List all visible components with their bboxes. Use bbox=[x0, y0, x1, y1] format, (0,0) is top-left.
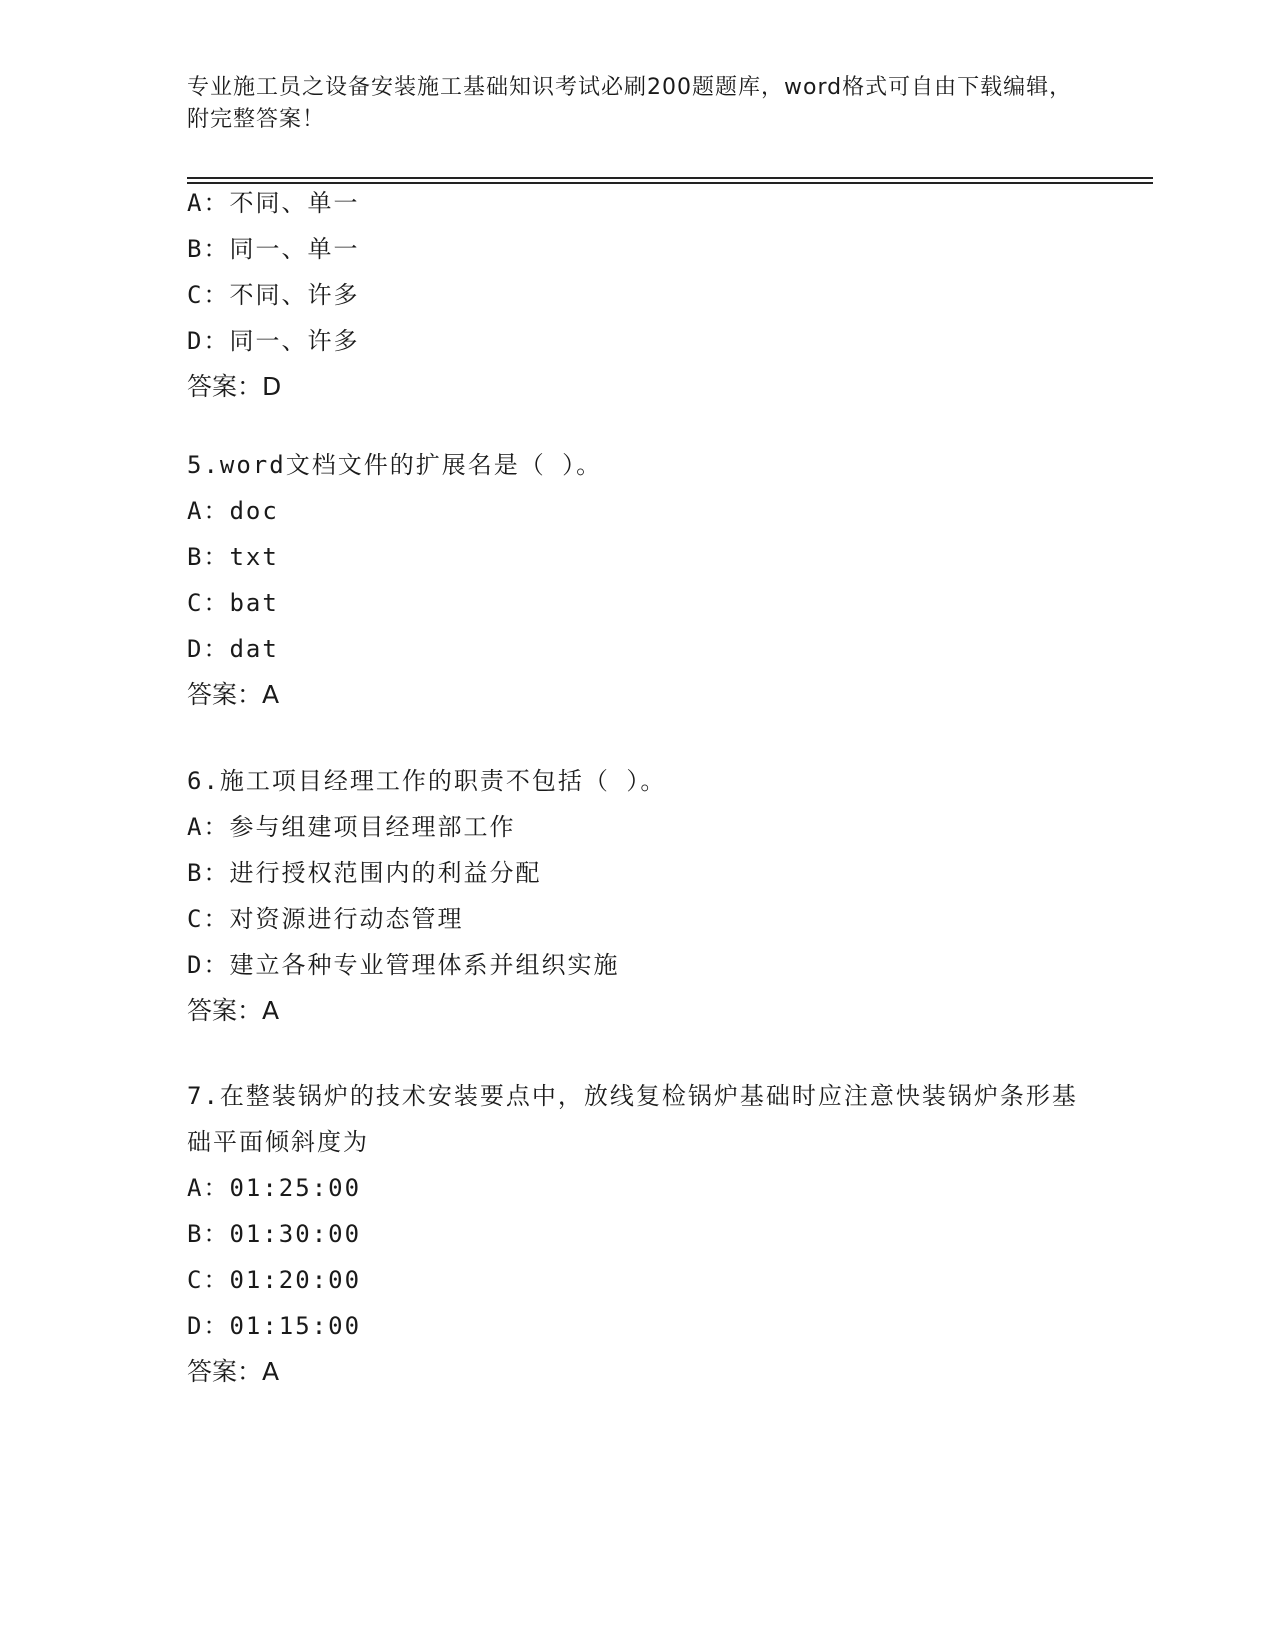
answer: 答案：D bbox=[187, 372, 282, 401]
option-b: B：进行授权范围内的利益分配 bbox=[187, 859, 542, 887]
option-a: A：不同、单一 bbox=[187, 189, 360, 217]
option-d: D：01:15:00 bbox=[187, 1312, 362, 1340]
option-d: D：dat bbox=[187, 635, 279, 663]
answer: 答案：A bbox=[187, 680, 280, 709]
option-d: D：同一、许多 bbox=[187, 327, 360, 355]
question-7-block bbox=[187, 1073, 1087, 1395]
document-header: 专业施工员之设备安装施工基础知识考试必刷200题题库，word格式可自由下载编辑，附完整答案！ bbox=[187, 75, 1073, 132]
question-6-block bbox=[187, 758, 1087, 1034]
option-c: C：01:20:00 bbox=[187, 1266, 362, 1294]
option-b: B：同一、单一 bbox=[187, 235, 360, 263]
answer: 答案：A bbox=[187, 1357, 280, 1386]
answer: 答案：A bbox=[187, 996, 280, 1025]
question-text: 6.施工项目经理工作的职责不包括（ ）。 bbox=[187, 767, 667, 795]
option-b: B：01:30:00 bbox=[187, 1220, 362, 1248]
question-text: 5.word文档文件的扩展名是（ ）。 bbox=[187, 451, 603, 479]
option-c: C：对资源进行动态管理 bbox=[187, 905, 464, 933]
question-5-block bbox=[187, 442, 1087, 718]
header-divider-top bbox=[187, 177, 1153, 179]
option-c: C：bat bbox=[187, 589, 279, 617]
option-b: B：txt bbox=[187, 543, 279, 571]
option-a: A：01:25:00 bbox=[187, 1174, 362, 1202]
option-a: A：doc bbox=[187, 497, 279, 525]
option-c: C：不同、许多 bbox=[187, 281, 360, 309]
question-text: 7.在整装锅炉的技术安装要点中，放线复检锅炉基础时应注意快装锅炉条形基础平面倾斜度为 bbox=[187, 1082, 1078, 1156]
option-a: A：参与组建项目经理部工作 bbox=[187, 813, 516, 841]
question-4-block bbox=[187, 180, 1087, 410]
option-d: D：建立各种专业管理体系并组织实施 bbox=[187, 951, 620, 979]
